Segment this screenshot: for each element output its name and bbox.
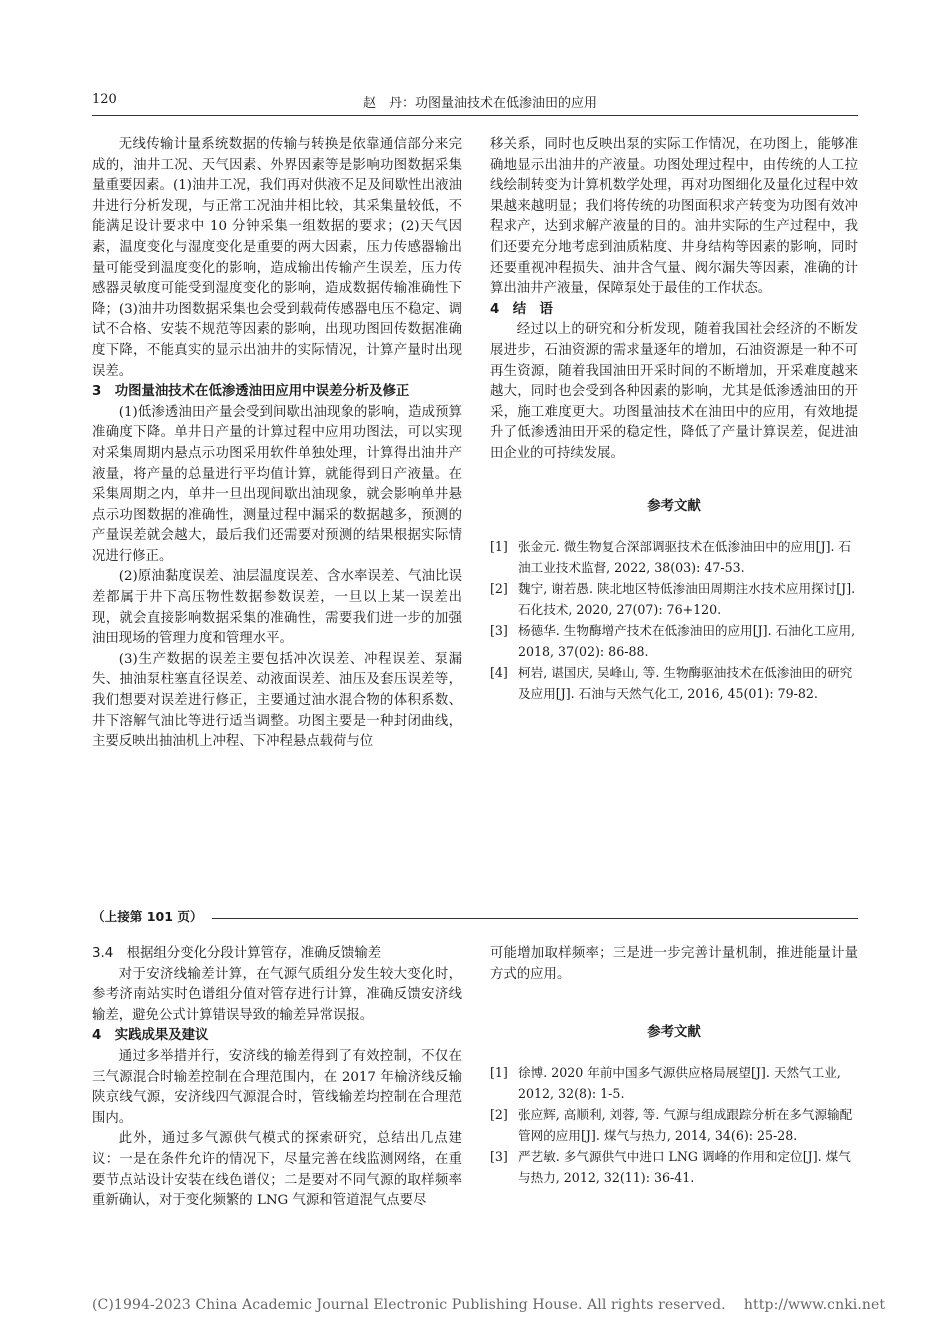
reference-text: 柯岩, 谌国庆, 吴峰山, 等. 生物酶驱油技术在低渗油田的研究及应用[J]. 石油与天然气化工, 2016, 45(01): 79-82. <box>518 664 853 701</box>
continuation-left-column <box>92 944 462 1212</box>
header-rule <box>92 115 858 116</box>
running-title: 赵 丹：功图量油技术在低渗油田的应用 <box>362 96 597 111</box>
paragraph: 通过多举措并行，安济线的输差得到了有效控制，不仅在三气源混合时输差控制在合理范围内，在 2017 年榆济线反输陕京线气源，安济线四气源混合时，管线输差均控制在合理范围内。 <box>92 1048 462 1126</box>
reference-item <box>490 1062 858 1104</box>
reference-text: 杨德华. 生物酶增产技术在低渗油田的应用[J]. 石油化工应用, 2018, 37(02): 86-88. <box>518 622 856 659</box>
paragraph: 经过以上的研究和分析发现，随着我国社会经济的不断发展进步，石油资源的需求量逐年的增加，石油资源是一种不可再生资源，随着我国油田开采时间的不断增加，开采难度越来越大，同时也会受到各种因素的影响，尤其是低渗透油田的开采，施工难度更大。功图量油技术在油田中的应用，有效地提升了低渗透油田开采的稳定性，降低了产量计算误差，促进油田企业的可持续发展。 <box>490 322 858 461</box>
reference-number: [2] <box>490 580 508 596</box>
section-heading: 3 功图量油技术在低渗透油田应用中误差分析及修正 <box>92 384 410 400</box>
page-number: 120 <box>92 92 117 107</box>
paragraph: (2)原油黏度误差、油层温度误差、含水率误差、气油比误差都属于井下高压物性数据参数误差，一旦以上某一误差出现，就会直接影响数据采集的准确性，需要我们进一步的加强油田现场的管理力度和管理水平。 <box>92 569 462 647</box>
section-heading: 3.4 根据组分变化分段计算管存，准确反馈输差 <box>92 946 382 961</box>
reference-item <box>490 1146 858 1188</box>
reference-text: 魏宁, 谢若愚. 陕北地区特低渗油田周期注水技术应用探讨[J]. 石化技术, 2020, 27(07): 76+120. <box>518 580 856 617</box>
right-column <box>490 135 858 704</box>
paragraph: (1)低渗透油田产量会受到间歇出油现象的影响，造成预算准确度下降。单井日产量的计算过程中应用功图法，可以实现对采集周期内悬点示功图采用软件单独处理，计算得出油井产液量，将产量的总量进行平均值计算，就能得到日产液量。在采集周期之内，单井一旦出现间歇出油现象，就会影响单井悬点示功图数据的准确性，测量过程中漏采的数据越多，预测的产量误差就会越大，最后我们还需要对预测的结果根据实际情况进行修正。 <box>92 404 462 564</box>
paragraph: 对于安济线输差计算，在气源气质组分发生较大变化时，参考济南站实时色谱组分值对管存进行计算，准确反馈安济线输差，避免公式计算错误导致的输差异常误报。 <box>92 966 462 1023</box>
continuation-right-column <box>490 944 858 1188</box>
reference-text: 徐博. 2020 年前中国多气源供应格局展望[J]. 天然气工业, 2012, 32(8): 1-5. <box>518 1065 841 1102</box>
reference-text: 张金元. 微生物复合深部调驱技术在低渗油田中的应用[J]. 石油工业技术监督, 2022, 38(03): 47-53. <box>518 538 852 575</box>
paragraph: 无线传输计量系统数据的传输与转换是依靠通信部分来完成的，油井工况、天气因素、外界因素等是影响功图数据采集量重要因素。(1)油井工况，我们再对供液不足及间歇性出液油井进行分析发现，与正常工况油井相比较，其采集量较低，不能满足设计要求中 10 分钟采集一组数据的要求；(2)天气因素，温度变化与湿度变化是重要的两大因素，压力传感器输出量可能受到温度变化的影响，造成输出传输产生误差，压力传感器灵敏度可能受到湿度变化的影响，造成数据传输准确性下降；(3)油井功图数据采集也会受到载荷传感器电压不稳定、调试不合格、安装不规范等因素的影响，出现功图回传数据准确度下降，不能真实的显示出油井的实际情况，计算产量时出现误差。 <box>92 137 462 379</box>
reference-number: [1] <box>490 1065 508 1081</box>
references-title: 参考文献 <box>647 498 701 514</box>
references-title: 参考文献 <box>647 1025 701 1041</box>
reference-item <box>490 536 858 578</box>
paragraph: 移关系，同时也反映出泵的实际工作情况，在功图上，能够准确地显示出油井的产液量。功图处理过程中，由传统的人工拉线绘制转变为计算机数学处理，再对功图细化及量化过程中效果越来越明显；我们将传统的功图面积求产转变为功图有效冲程求产，达到求解产液量的目的。油井实际的生产过程中，我们还要充分地考虑到油质粘度、井身结构等因素的影响，同时还要重视冲程损失、油井含气量、阀尔漏失等因素，准确的计算出油井产液量，保障泵处于最佳的工作状态。 <box>490 137 858 297</box>
section-heading: 4 结 语 <box>490 301 553 317</box>
reference-number: [2] <box>490 1107 508 1123</box>
reference-number: [3] <box>490 1149 508 1165</box>
references-list <box>490 1062 858 1188</box>
reference-item <box>490 662 858 704</box>
reference-item <box>490 1104 858 1146</box>
paragraph: (3)生产数据的误差主要包括冲次误差、冲程误差、泵漏失、抽油泵柱塞直径误差、动液面误差、油压及套压误差等，我们想要对误差进行修正，主要通过油水混合物的体积系数、井下溶解气油比等进行适当调整。功图主要是一种封闭曲线，主要反映出抽油机上冲程、下冲程悬点载荷与位 <box>92 651 462 750</box>
continuation-rule <box>212 918 858 919</box>
reference-number: [4] <box>490 664 508 680</box>
reference-text: 张应辉, 高顺利, 刘蓉, 等. 气源与组成跟踪分析在多气源输配管网的应用[J]. 煤气与热力, 2014, 34(6): 25-28. <box>518 1107 853 1144</box>
copyright-footer: (C)1994-2023 China Academic Journal Electronic Publishing House. All rights reserved. http://www.cnki.net <box>92 1297 886 1313</box>
reference-item <box>490 578 858 620</box>
section-heading: 4 实践成果及建议 <box>92 1028 209 1044</box>
reference-text: 严艺敏. 多气源供气中进口 LNG 调峰的作用和定位[J]. 煤气与热力, 2012, 32(11): 36-41. <box>518 1149 851 1186</box>
continuation-label: （上接第 101 页） <box>92 909 203 924</box>
left-column <box>92 135 462 753</box>
references-list <box>490 536 858 704</box>
reference-number: [3] <box>490 622 508 638</box>
paragraph: 可能增加取样频率；三是进一步完善计量机制，推进能量计量方式的应用。 <box>490 946 858 982</box>
reference-number: [1] <box>490 538 508 554</box>
reference-item <box>490 620 858 662</box>
paragraph: 此外，通过多气源供气模式的探索研究，总结出几点建议：一是在条件允许的情况下，尽量完善在线监测网络，在重要节点站设计安装在线色谱仪；二是要对不同气源的取样频率重新确认，对于变化频繁的 LNG 气源和管道混气点要尽 <box>92 1131 462 1209</box>
